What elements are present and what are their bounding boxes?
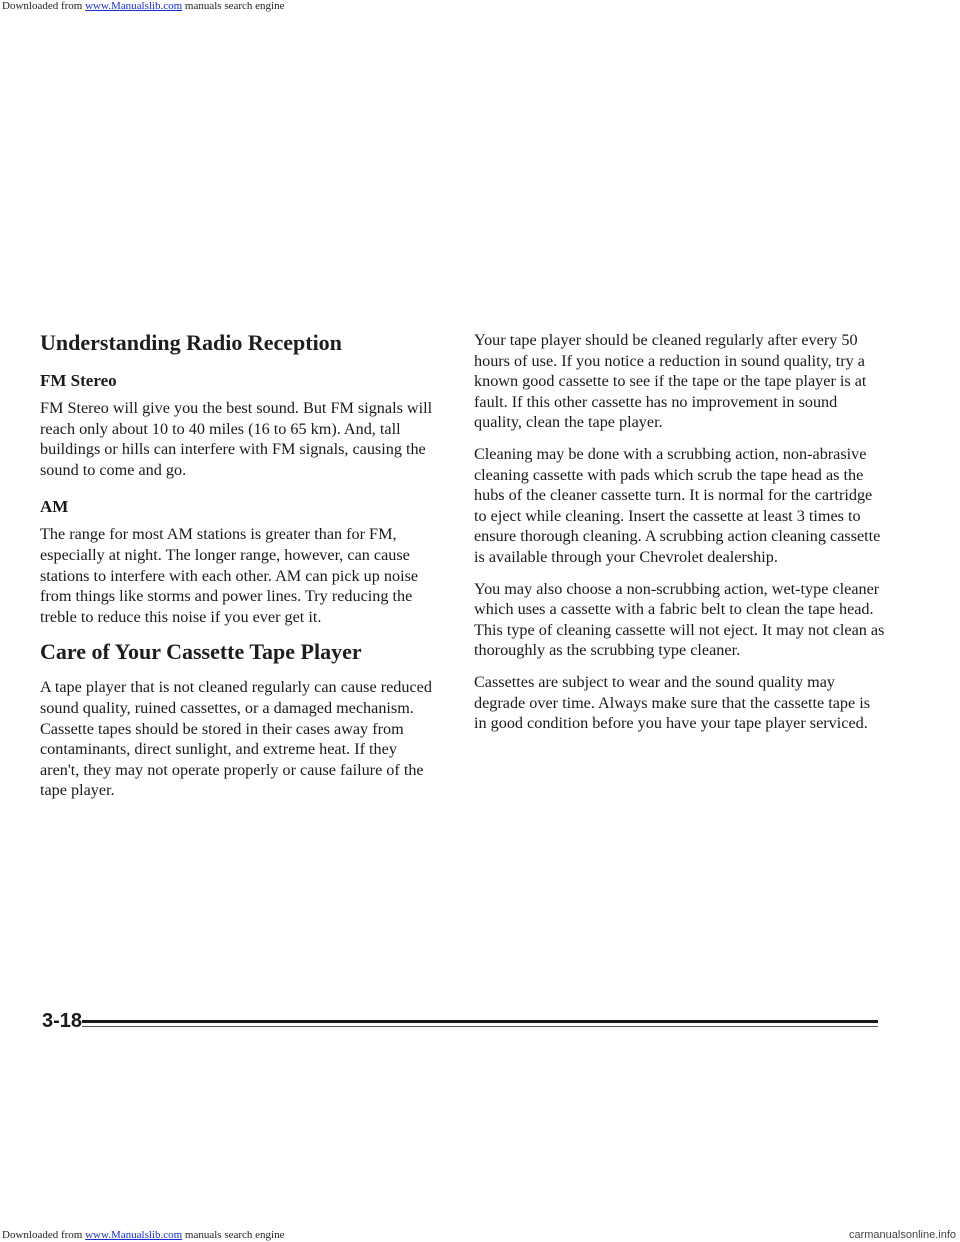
page-number: 3-18: [42, 1010, 83, 1032]
banner-prefix: Downloaded from: [2, 0, 86, 12]
footer-rule-thick: [82, 1020, 878, 1023]
watermark-text: carmanualsonline.info: [848, 1229, 956, 1241]
download-banner: [0, 0, 960, 12]
bottom-bar: [0, 1228, 960, 1242]
section-heading-radio-reception: Understanding Radio Reception: [40, 330, 342, 355]
manualslib-link[interactable]: www.Manualslib.com: [85, 0, 183, 12]
bottom-manualslib-link[interactable]: www.Manualslib.com: [85, 1229, 183, 1241]
bottom-banner-prefix: Downloaded from: [2, 1229, 86, 1241]
paragraph-scrubbing-cleaner: Cleaning may be done with a scrubbing action, non-abrasive cleaning cassette with pads which scrub the tape head as the hubs of the cleaner cassette turn. It is normal for the cartridge to eject while cleaning. Insert the cassette at least 3 times to ensure thorough cleaning. A scrubbing action cleaning cassette is available through your Chevrolet dealership.: [474, 444, 881, 566]
right-column: [474, 330, 886, 745]
footer-rule-thin: [82, 1026, 878, 1027]
subheading-fm-stereo: FM Stereo: [40, 371, 117, 390]
paragraph-cassette-care: A tape player that is not cleaned regularly can cause reduced sound quality, ruined cassettes, or a damaged mechanism. Cassette tapes should be stored in their cases away from contaminants, direct sunlight, and extreme heat. If they aren't, they may not operate properly or cause failure of the tape player.: [40, 678, 432, 800]
bottom-download-banner: [2, 1229, 284, 1241]
paragraph-fm-stereo: FM Stereo will give you the best sound. But FM signals will reach only about 10 to 40 miles (16 to 65 km). And, tall buildings or hills can interfere with FM signals, causing the sound to come and go.: [40, 399, 433, 479]
section-heading-cassette-care: Care of Your Cassette Tape Player: [40, 639, 362, 665]
paragraph-wet-type-cleaner: You may also choose a non-scrubbing action, wet-type cleaner which uses a cassette with a fabric belt to clean the tape head. This type of cleaning cassette will not eject. It may not clean as thoroughly as the scrubbing type cleaner.: [474, 579, 885, 660]
left-column: [40, 330, 440, 812]
paragraph-am: The range for most AM stations is greater than for FM, especially at night. The longer range, however, can cause stations to interfere with each other. AM can pick up noise from things like storms and power lines. Try reducing the treble to reduce this noise if you ever get it.: [40, 525, 419, 626]
bottom-banner-suffix: manuals search engine: [182, 1229, 285, 1241]
subheading-am: AM: [40, 497, 69, 517]
banner-suffix: manuals search engine: [182, 0, 285, 12]
paragraph-cassette-wear: Cassettes are subject to wear and the sound quality may degrade over time. Always make sure that the cassette tape is in good condition before you have your tape player serviced.: [474, 672, 871, 733]
paragraph-cleaning-schedule: Your tape player should be cleaned regularly after every 50 hours of use. If you notice a reduction in sound quality, try a known good cassette to see if the tape or the tape player is at fault. If this other cassette has no improvement in sound quality, clean the tape player.: [474, 331, 867, 432]
page-footer: [42, 1008, 878, 1034]
